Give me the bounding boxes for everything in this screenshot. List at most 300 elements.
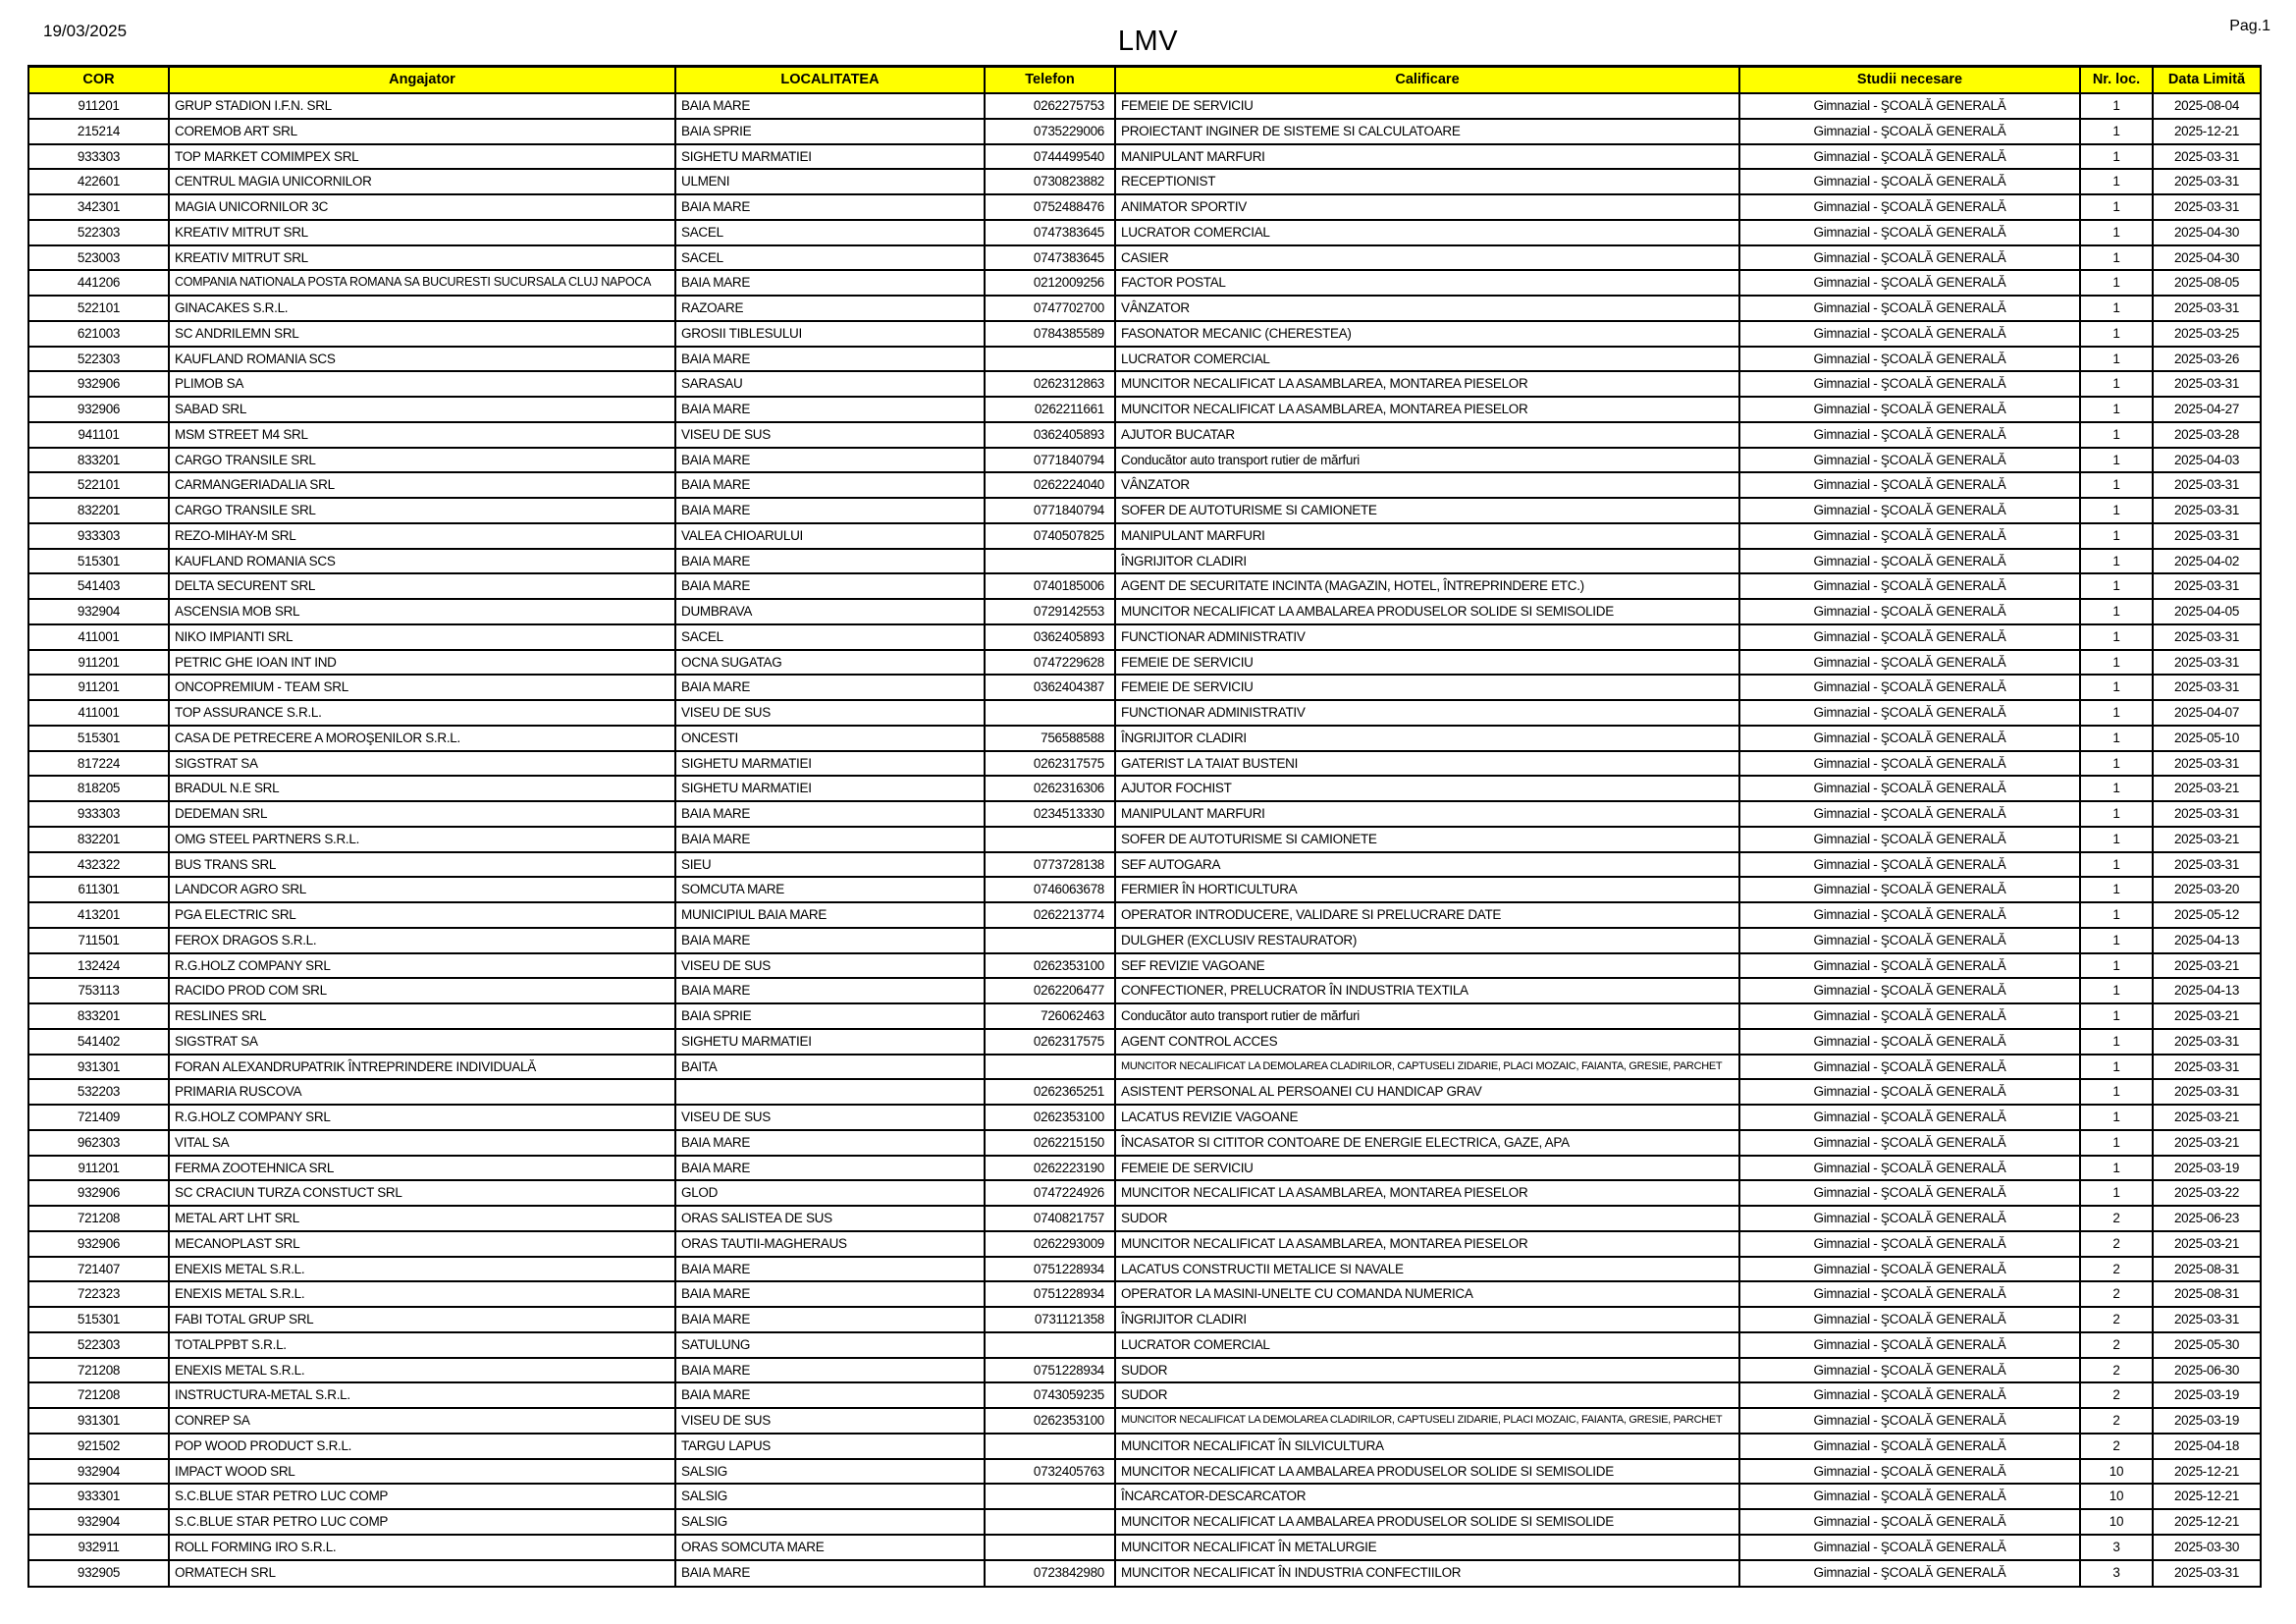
cell-telefon: 0234513330 [986, 802, 1116, 828]
cell-telefon: 0731121358 [986, 1308, 1116, 1333]
cell-studii: Gimnazial - ŞCOALĂ GENERALĂ [1740, 1004, 2081, 1030]
cell-data_limita: 2025-08-31 [2154, 1258, 2260, 1283]
table-row [29, 1258, 2260, 1283]
cell-data_limita: 2025-03-22 [2154, 1181, 2260, 1207]
cell-angajator: MECANOPLAST SRL [170, 1232, 676, 1258]
cell-nrloc: 1 [2081, 929, 2154, 954]
cell-data_limita: 2025-03-25 [2154, 322, 2260, 348]
cell-cor: 833201 [29, 1004, 170, 1030]
table-row [29, 878, 2260, 903]
cell-data_limita: 2025-03-21 [2154, 954, 2260, 980]
cell-telefon: 0262215150 [986, 1131, 1116, 1157]
cell-calificare: Conducător auto transport rutier de mărfuri [1116, 449, 1740, 474]
table-row [29, 1383, 2260, 1409]
cell-calificare: ANIMATOR SPORTIV [1116, 195, 1740, 221]
cell-nrloc: 10 [2081, 1485, 2154, 1510]
table-row [29, 271, 2260, 297]
cell-telefon: 0730823882 [986, 170, 1116, 195]
cell-telefon [986, 1056, 1116, 1081]
table-row [29, 1004, 2260, 1030]
cell-localitatea: GLOD [676, 1181, 986, 1207]
table-row [29, 372, 2260, 398]
cell-telefon: 0740185006 [986, 574, 1116, 600]
cell-nrloc: 1 [2081, 1106, 2154, 1131]
cell-telefon: 0747702700 [986, 297, 1116, 322]
cell-studii: Gimnazial - ŞCOALĂ GENERALĂ [1740, 423, 2081, 449]
cell-data_limita: 2025-06-23 [2154, 1207, 2260, 1232]
cell-cor: 933301 [29, 1485, 170, 1510]
cell-angajator: S.C.BLUE STAR PETRO LUC COMP [170, 1485, 676, 1510]
cell-data_limita: 2025-03-31 [2154, 1308, 2260, 1333]
cell-telefon: 0262293009 [986, 1232, 1116, 1258]
cell-telefon: 0771840794 [986, 449, 1116, 474]
cell-cor: 422601 [29, 170, 170, 195]
cell-calificare: ÎNGRIJITOR CLADIRI [1116, 550, 1740, 575]
cell-telefon: 0732405763 [986, 1460, 1116, 1486]
cell-localitatea: BAIA MARE [676, 802, 986, 828]
table-row [29, 853, 2260, 879]
cell-data_limita: 2025-04-05 [2154, 600, 2260, 625]
cell-cor: 342301 [29, 195, 170, 221]
report-date: 19/03/2025 [43, 22, 128, 40]
cell-localitatea: SALSIG [676, 1485, 986, 1510]
cell-nrloc: 1 [2081, 1004, 2154, 1030]
table-row [29, 423, 2260, 449]
cell-telefon: 0262353100 [986, 1409, 1116, 1435]
cell-calificare: LUCRATOR COMERCIAL [1116, 1333, 1740, 1359]
cell-data_limita: 2025-12-21 [2154, 1510, 2260, 1536]
cell-data_limita: 2025-04-18 [2154, 1435, 2260, 1460]
cell-cor: 411001 [29, 701, 170, 727]
cell-cor: 532203 [29, 1080, 170, 1106]
cell-data_limita: 2025-04-07 [2154, 701, 2260, 727]
cell-calificare: SUDOR [1116, 1207, 1740, 1232]
cell-cor: 411001 [29, 625, 170, 651]
cell-studii: Gimnazial - ŞCOALĂ GENERALĂ [1740, 1333, 2081, 1359]
cell-nrloc: 1 [2081, 1181, 2154, 1207]
table-row [29, 499, 2260, 524]
cell-nrloc: 1 [2081, 221, 2154, 246]
cell-studii: Gimnazial - ŞCOALĂ GENERALĂ [1740, 1258, 2081, 1283]
cell-calificare: FEMEIE DE SERVICIU [1116, 1157, 1740, 1182]
cell-angajator: KAUFLAND ROMANIA SCS [170, 550, 676, 575]
cell-cor: 931301 [29, 1056, 170, 1081]
cell-nrloc: 1 [2081, 701, 2154, 727]
cell-localitatea: VISEU DE SUS [676, 423, 986, 449]
cell-studii: Gimnazial - ŞCOALĂ GENERALĂ [1740, 979, 2081, 1004]
cell-localitatea: VALEA CHIOARULUI [676, 524, 986, 550]
cell-calificare: MUNCITOR NECALIFICAT LA DEMOLAREA CLADIRILOR, CAPTUSELI ZIDARIE, PLACI MOZAIC, FAIANTA, GRESIE, PARCHET [1116, 1056, 1740, 1081]
table-row [29, 600, 2260, 625]
cell-calificare: VÂNZATOR [1116, 297, 1740, 322]
cell-data_limita: 2025-05-12 [2154, 903, 2260, 929]
cell-nrloc: 10 [2081, 1510, 2154, 1536]
cell-nrloc: 1 [2081, 524, 2154, 550]
cell-cor: 522303 [29, 1333, 170, 1359]
cell-angajator: ENEXIS METAL S.R.L. [170, 1359, 676, 1384]
table-row [29, 195, 2260, 221]
cell-angajator: TOTALPPBT S.R.L. [170, 1333, 676, 1359]
cell-cor: 932906 [29, 1181, 170, 1207]
cell-telefon [986, 929, 1116, 954]
cell-nrloc: 1 [2081, 145, 2154, 171]
cell-studii: Gimnazial - ŞCOALĂ GENERALĂ [1740, 752, 2081, 778]
table-row [29, 322, 2260, 348]
cell-cor: 932904 [29, 600, 170, 625]
cell-angajator: MAGIA UNICORNILOR 3C [170, 195, 676, 221]
cell-cor: 932905 [29, 1561, 170, 1587]
cell-localitatea: BAITA [676, 1056, 986, 1081]
cell-angajator: TOP ASSURANCE S.R.L. [170, 701, 676, 727]
cell-cor: 932904 [29, 1460, 170, 1486]
vacancies-table [27, 65, 2262, 1588]
cell-cor: 721407 [29, 1258, 170, 1283]
table-row [29, 170, 2260, 195]
cell-localitatea: BAIA MARE [676, 1282, 986, 1308]
cell-data_limita: 2025-03-31 [2154, 297, 2260, 322]
table-row [29, 398, 2260, 423]
cell-calificare: FEMEIE DE SERVICIU [1116, 94, 1740, 120]
cell-studii: Gimnazial - ŞCOALĂ GENERALĂ [1740, 1359, 2081, 1384]
cell-angajator: CASA DE PETRECERE A MOROŞENILOR S.R.L. [170, 727, 676, 752]
cell-localitatea: DUMBRAVA [676, 600, 986, 625]
cell-data_limita: 2025-08-31 [2154, 1282, 2260, 1308]
table-row [29, 1435, 2260, 1460]
cell-data_limita: 2025-03-31 [2154, 195, 2260, 221]
cell-cor: 932906 [29, 372, 170, 398]
cell-calificare: ÎNCASATOR SI CITITOR CONTOARE DE ENERGIE ELECTRICA, GAZE, APA [1116, 1131, 1740, 1157]
cell-nrloc: 2 [2081, 1258, 2154, 1283]
cell-localitatea: RAZOARE [676, 297, 986, 322]
cell-localitatea: BAIA MARE [676, 1359, 986, 1384]
cell-localitatea: SARASAU [676, 372, 986, 398]
cell-telefon: 0262353100 [986, 954, 1116, 980]
cell-studii: Gimnazial - ŞCOALĂ GENERALĂ [1740, 297, 2081, 322]
cell-nrloc: 1 [2081, 473, 2154, 499]
cell-studii: Gimnazial - ŞCOALĂ GENERALĂ [1740, 903, 2081, 929]
table-row [29, 1561, 2260, 1587]
cell-calificare: ÎNGRIJITOR CLADIRI [1116, 727, 1740, 752]
cell-cor: 931301 [29, 1409, 170, 1435]
table-row [29, 550, 2260, 575]
cell-telefon: 0362405893 [986, 625, 1116, 651]
cell-data_limita: 2025-06-30 [2154, 1359, 2260, 1384]
cell-cor: 932906 [29, 398, 170, 423]
cell-studii: Gimnazial - ŞCOALĂ GENERALĂ [1740, 727, 2081, 752]
cell-localitatea: BAIA MARE [676, 676, 986, 701]
cell-angajator: BUS TRANS SRL [170, 853, 676, 879]
cell-studii: Gimnazial - ŞCOALĂ GENERALĂ [1740, 701, 2081, 727]
column-header-data-limita: Data Limită [2154, 68, 2260, 94]
cell-nrloc: 1 [2081, 423, 2154, 449]
cell-telefon: 0212009256 [986, 271, 1116, 297]
cell-telefon: 726062463 [986, 1004, 1116, 1030]
table-row [29, 1157, 2260, 1182]
cell-telefon: 0262275753 [986, 94, 1116, 120]
table-row [29, 954, 2260, 980]
cell-data_limita: 2025-03-31 [2154, 372, 2260, 398]
cell-calificare: FUNCTIONAR ADMINISTRATIV [1116, 701, 1740, 727]
cell-angajator: CARGO TRANSILE SRL [170, 499, 676, 524]
cell-nrloc: 1 [2081, 727, 2154, 752]
cell-data_limita: 2025-03-19 [2154, 1157, 2260, 1182]
cell-data_limita: 2025-12-21 [2154, 120, 2260, 145]
cell-data_limita: 2025-03-19 [2154, 1383, 2260, 1409]
cell-localitatea: BAIA MARE [676, 449, 986, 474]
cell-cor: 753113 [29, 979, 170, 1004]
cell-calificare: FERMIER ÎN HORTICULTURA [1116, 878, 1740, 903]
cell-calificare: MUNCITOR NECALIFICAT ÎN SILVICULTURA [1116, 1435, 1740, 1460]
cell-cor: 911201 [29, 676, 170, 701]
cell-localitatea: VISEU DE SUS [676, 1409, 986, 1435]
column-header-localitatea: LOCALITATEA [676, 68, 986, 94]
cell-cor: 722323 [29, 1282, 170, 1308]
cell-angajator: LANDCOR AGRO SRL [170, 878, 676, 903]
cell-telefon [986, 550, 1116, 575]
cell-calificare: ASISTENT PERSONAL AL PERSOANEI CU HANDICAP GRAV [1116, 1080, 1740, 1106]
cell-angajator: SIGSTRAT SA [170, 752, 676, 778]
cell-studii: Gimnazial - ŞCOALĂ GENERALĂ [1740, 1460, 2081, 1486]
cell-calificare: SOFER DE AUTOTURISME SI CAMIONETE [1116, 828, 1740, 853]
column-header-angajator: Angajator [170, 68, 676, 94]
cell-localitatea: VISEU DE SUS [676, 1106, 986, 1131]
cell-studii: Gimnazial - ŞCOALĂ GENERALĂ [1740, 1030, 2081, 1056]
column-header-telefon: Telefon [986, 68, 1116, 94]
cell-angajator: BRADUL N.E SRL [170, 777, 676, 802]
cell-cor: 921502 [29, 1435, 170, 1460]
cell-data_limita: 2025-03-31 [2154, 1056, 2260, 1081]
cell-localitatea: VISEU DE SUS [676, 701, 986, 727]
cell-localitatea: OCNA SUGATAG [676, 651, 986, 677]
cell-nrloc: 1 [2081, 903, 2154, 929]
cell-telefon: 0746063678 [986, 878, 1116, 903]
cell-nrloc: 1 [2081, 752, 2154, 778]
table-row [29, 651, 2260, 677]
table-row [29, 574, 2260, 600]
cell-angajator: CARMANGERIADALIA SRL [170, 473, 676, 499]
cell-studii: Gimnazial - ŞCOALĂ GENERALĂ [1740, 398, 2081, 423]
cell-angajator: CARGO TRANSILE SRL [170, 449, 676, 474]
cell-cor: 441206 [29, 271, 170, 297]
table-row [29, 727, 2260, 752]
cell-angajator: RACIDO PROD COM SRL [170, 979, 676, 1004]
cell-calificare: ÎNGRIJITOR CLADIRI [1116, 1308, 1740, 1333]
cell-angajator: FORAN ALEXANDRUPATRIK ÎNTREPRINDERE INDIVIDUALĂ [170, 1056, 676, 1081]
cell-cor: 933303 [29, 145, 170, 171]
cell-calificare: AGENT CONTROL ACCES [1116, 1030, 1740, 1056]
cell-data_limita: 2025-03-21 [2154, 777, 2260, 802]
cell-calificare: OPERATOR LA MASINI-UNELTE CU COMANDA NUMERICA [1116, 1282, 1740, 1308]
cell-calificare: LACATUS CONSTRUCTII METALICE SI NAVALE [1116, 1258, 1740, 1283]
cell-telefon: 0262317575 [986, 752, 1116, 778]
cell-calificare: MUNCITOR NECALIFICAT LA ASAMBLAREA, MONTAREA PIESELOR [1116, 372, 1740, 398]
table-row [29, 348, 2260, 373]
cell-telefon [986, 828, 1116, 853]
cell-localitatea: SALSIG [676, 1460, 986, 1486]
page-number: Pag.1 [2229, 18, 2270, 34]
table-row [29, 1536, 2260, 1561]
cell-telefon: 0751228934 [986, 1258, 1116, 1283]
cell-studii: Gimnazial - ŞCOALĂ GENERALĂ [1740, 145, 2081, 171]
cell-nrloc: 1 [2081, 802, 2154, 828]
cell-calificare: AJUTOR FOCHIST [1116, 777, 1740, 802]
cell-cor: 911201 [29, 94, 170, 120]
cell-telefon [986, 701, 1116, 727]
cell-angajator: MSM STREET M4 SRL [170, 423, 676, 449]
cell-cor: 832201 [29, 499, 170, 524]
cell-angajator: REZO-MIHAY-M SRL [170, 524, 676, 550]
cell-angajator: SC CRACIUN TURZA CONSTUCT SRL [170, 1181, 676, 1207]
cell-studii: Gimnazial - ŞCOALĂ GENERALĂ [1740, 322, 2081, 348]
cell-telefon: 0723842980 [986, 1561, 1116, 1587]
cell-nrloc: 1 [2081, 195, 2154, 221]
cell-studii: Gimnazial - ŞCOALĂ GENERALĂ [1740, 777, 2081, 802]
cell-data_limita: 2025-04-02 [2154, 550, 2260, 575]
cell-localitatea: MUNICIPIUL BAIA MARE [676, 903, 986, 929]
cell-angajator: IMPACT WOOD SRL [170, 1460, 676, 1486]
cell-data_limita: 2025-03-31 [2154, 499, 2260, 524]
cell-calificare: SEF AUTOGARA [1116, 853, 1740, 879]
cell-data_limita: 2025-03-31 [2154, 853, 2260, 879]
cell-cor: 911201 [29, 1157, 170, 1182]
cell-angajator: ENEXIS METAL S.R.L. [170, 1258, 676, 1283]
cell-localitatea: ORAS SOMCUTA MARE [676, 1536, 986, 1561]
cell-nrloc: 1 [2081, 676, 2154, 701]
cell-nrloc: 1 [2081, 853, 2154, 879]
cell-angajator: KREATIV MITRUT SRL [170, 246, 676, 272]
cell-angajator: SABAD SRL [170, 398, 676, 423]
table-row [29, 145, 2260, 171]
cell-data_limita: 2025-03-21 [2154, 1004, 2260, 1030]
cell-calificare: LUCRATOR COMERCIAL [1116, 221, 1740, 246]
cell-cor: 932911 [29, 1536, 170, 1561]
cell-data_limita: 2025-03-21 [2154, 1232, 2260, 1258]
cell-calificare: Conducător auto transport rutier de mărfuri [1116, 1004, 1740, 1030]
cell-angajator: PLIMOB SA [170, 372, 676, 398]
cell-cor: 611301 [29, 878, 170, 903]
cell-angajator: GRUP STADION I.F.N. SRL [170, 94, 676, 120]
cell-telefon: 0784385589 [986, 322, 1116, 348]
table-row [29, 473, 2260, 499]
cell-nrloc: 1 [2081, 271, 2154, 297]
cell-calificare: CONFECTIONER, PRELUCRATOR ÎN INDUSTRIA TEXTILA [1116, 979, 1740, 1004]
cell-telefon [986, 1510, 1116, 1536]
cell-nrloc: 2 [2081, 1308, 2154, 1333]
cell-data_limita: 2025-03-31 [2154, 752, 2260, 778]
table-row [29, 1106, 2260, 1131]
cell-localitatea: BAIA SPRIE [676, 120, 986, 145]
cell-studii: Gimnazial - ŞCOALĂ GENERALĂ [1740, 651, 2081, 677]
cell-localitatea: BAIA MARE [676, 473, 986, 499]
cell-telefon: 0262365251 [986, 1080, 1116, 1106]
cell-data_limita: 2025-03-31 [2154, 1030, 2260, 1056]
cell-nrloc: 2 [2081, 1282, 2154, 1308]
cell-calificare: MUNCITOR NECALIFICAT LA ASAMBLAREA, MONTAREA PIESELOR [1116, 1232, 1740, 1258]
cell-nrloc: 1 [2081, 625, 2154, 651]
cell-telefon: 0362405893 [986, 423, 1116, 449]
cell-localitatea: SIGHETU MARMATIEI [676, 752, 986, 778]
cell-data_limita: 2025-03-28 [2154, 423, 2260, 449]
cell-cor: 541402 [29, 1030, 170, 1056]
cell-cor: 215214 [29, 120, 170, 145]
cell-angajator: ASCENSIA MOB SRL [170, 600, 676, 625]
cell-studii: Gimnazial - ŞCOALĂ GENERALĂ [1740, 1181, 2081, 1207]
cell-calificare: PROIECTANT INGINER DE SISTEME SI CALCULATOARE [1116, 120, 1740, 145]
cell-nrloc: 3 [2081, 1561, 2154, 1587]
cell-data_limita: 2025-04-30 [2154, 221, 2260, 246]
cell-studii: Gimnazial - ŞCOALĂ GENERALĂ [1740, 954, 2081, 980]
cell-angajator: FABI TOTAL GRUP SRL [170, 1308, 676, 1333]
cell-nrloc: 1 [2081, 120, 2154, 145]
cell-telefon: 0262211661 [986, 398, 1116, 423]
cell-telefon: 0744499540 [986, 145, 1116, 171]
cell-angajator: ROLL FORMING IRO S.R.L. [170, 1536, 676, 1561]
table-row [29, 752, 2260, 778]
cell-telefon: 0362404387 [986, 676, 1116, 701]
cell-studii: Gimnazial - ŞCOALĂ GENERALĂ [1740, 1435, 2081, 1460]
cell-studii: Gimnazial - ŞCOALĂ GENERALĂ [1740, 1207, 2081, 1232]
cell-localitatea: SALSIG [676, 1510, 986, 1536]
cell-nrloc: 2 [2081, 1435, 2154, 1460]
cell-angajator: PRIMARIA RUSCOVA [170, 1080, 676, 1106]
cell-angajator: OMG STEEL PARTNERS S.R.L. [170, 828, 676, 853]
cell-studii: Gimnazial - ŞCOALĂ GENERALĂ [1740, 195, 2081, 221]
cell-angajator: SIGSTRAT SA [170, 1030, 676, 1056]
cell-cor: 132424 [29, 954, 170, 980]
cell-calificare: MUNCITOR NECALIFICAT LA ASAMBLAREA, MONTAREA PIESELOR [1116, 398, 1740, 423]
cell-data_limita: 2025-03-31 [2154, 574, 2260, 600]
cell-studii: Gimnazial - ŞCOALĂ GENERALĂ [1740, 600, 2081, 625]
cell-telefon: 0747383645 [986, 246, 1116, 272]
table-row [29, 625, 2260, 651]
cell-nrloc: 1 [2081, 348, 2154, 373]
table-row [29, 676, 2260, 701]
cell-studii: Gimnazial - ŞCOALĂ GENERALĂ [1740, 574, 2081, 600]
table-row [29, 1359, 2260, 1384]
cell-telefon [986, 348, 1116, 373]
cell-calificare: SOFER DE AUTOTURISME SI CAMIONETE [1116, 499, 1740, 524]
cell-nrloc: 2 [2081, 1207, 2154, 1232]
cell-angajator: DELTA SECURENT SRL [170, 574, 676, 600]
column-header-cor: COR [29, 68, 170, 94]
cell-studii: Gimnazial - ŞCOALĂ GENERALĂ [1740, 246, 2081, 272]
cell-cor: 721208 [29, 1359, 170, 1384]
cell-data_limita: 2025-04-13 [2154, 979, 2260, 1004]
cell-nrloc: 1 [2081, 979, 2154, 1004]
cell-data_limita: 2025-03-31 [2154, 625, 2260, 651]
cell-studii: Gimnazial - ŞCOALĂ GENERALĂ [1740, 828, 2081, 853]
cell-data_limita: 2025-03-31 [2154, 473, 2260, 499]
cell-telefon: 0735229006 [986, 120, 1116, 145]
cell-localitatea: GROSII TIBLESULUI [676, 322, 986, 348]
cell-data_limita: 2025-03-26 [2154, 348, 2260, 373]
cell-telefon: 0747224926 [986, 1181, 1116, 1207]
cell-nrloc: 1 [2081, 372, 2154, 398]
cell-calificare: DULGHER (EXCLUSIV RESTAURATOR) [1116, 929, 1740, 954]
cell-localitatea: ULMENI [676, 170, 986, 195]
cell-calificare: SUDOR [1116, 1359, 1740, 1384]
table-row [29, 1056, 2260, 1081]
table-row [29, 1510, 2260, 1536]
cell-data_limita: 2025-03-30 [2154, 1536, 2260, 1561]
cell-cor: 962303 [29, 1131, 170, 1157]
cell-studii: Gimnazial - ŞCOALĂ GENERALĂ [1740, 550, 2081, 575]
cell-nrloc: 1 [2081, 574, 2154, 600]
cell-cor: 932906 [29, 1232, 170, 1258]
cell-nrloc: 1 [2081, 170, 2154, 195]
cell-cor: 932904 [29, 1510, 170, 1536]
cell-studii: Gimnazial - ŞCOALĂ GENERALĂ [1740, 802, 2081, 828]
